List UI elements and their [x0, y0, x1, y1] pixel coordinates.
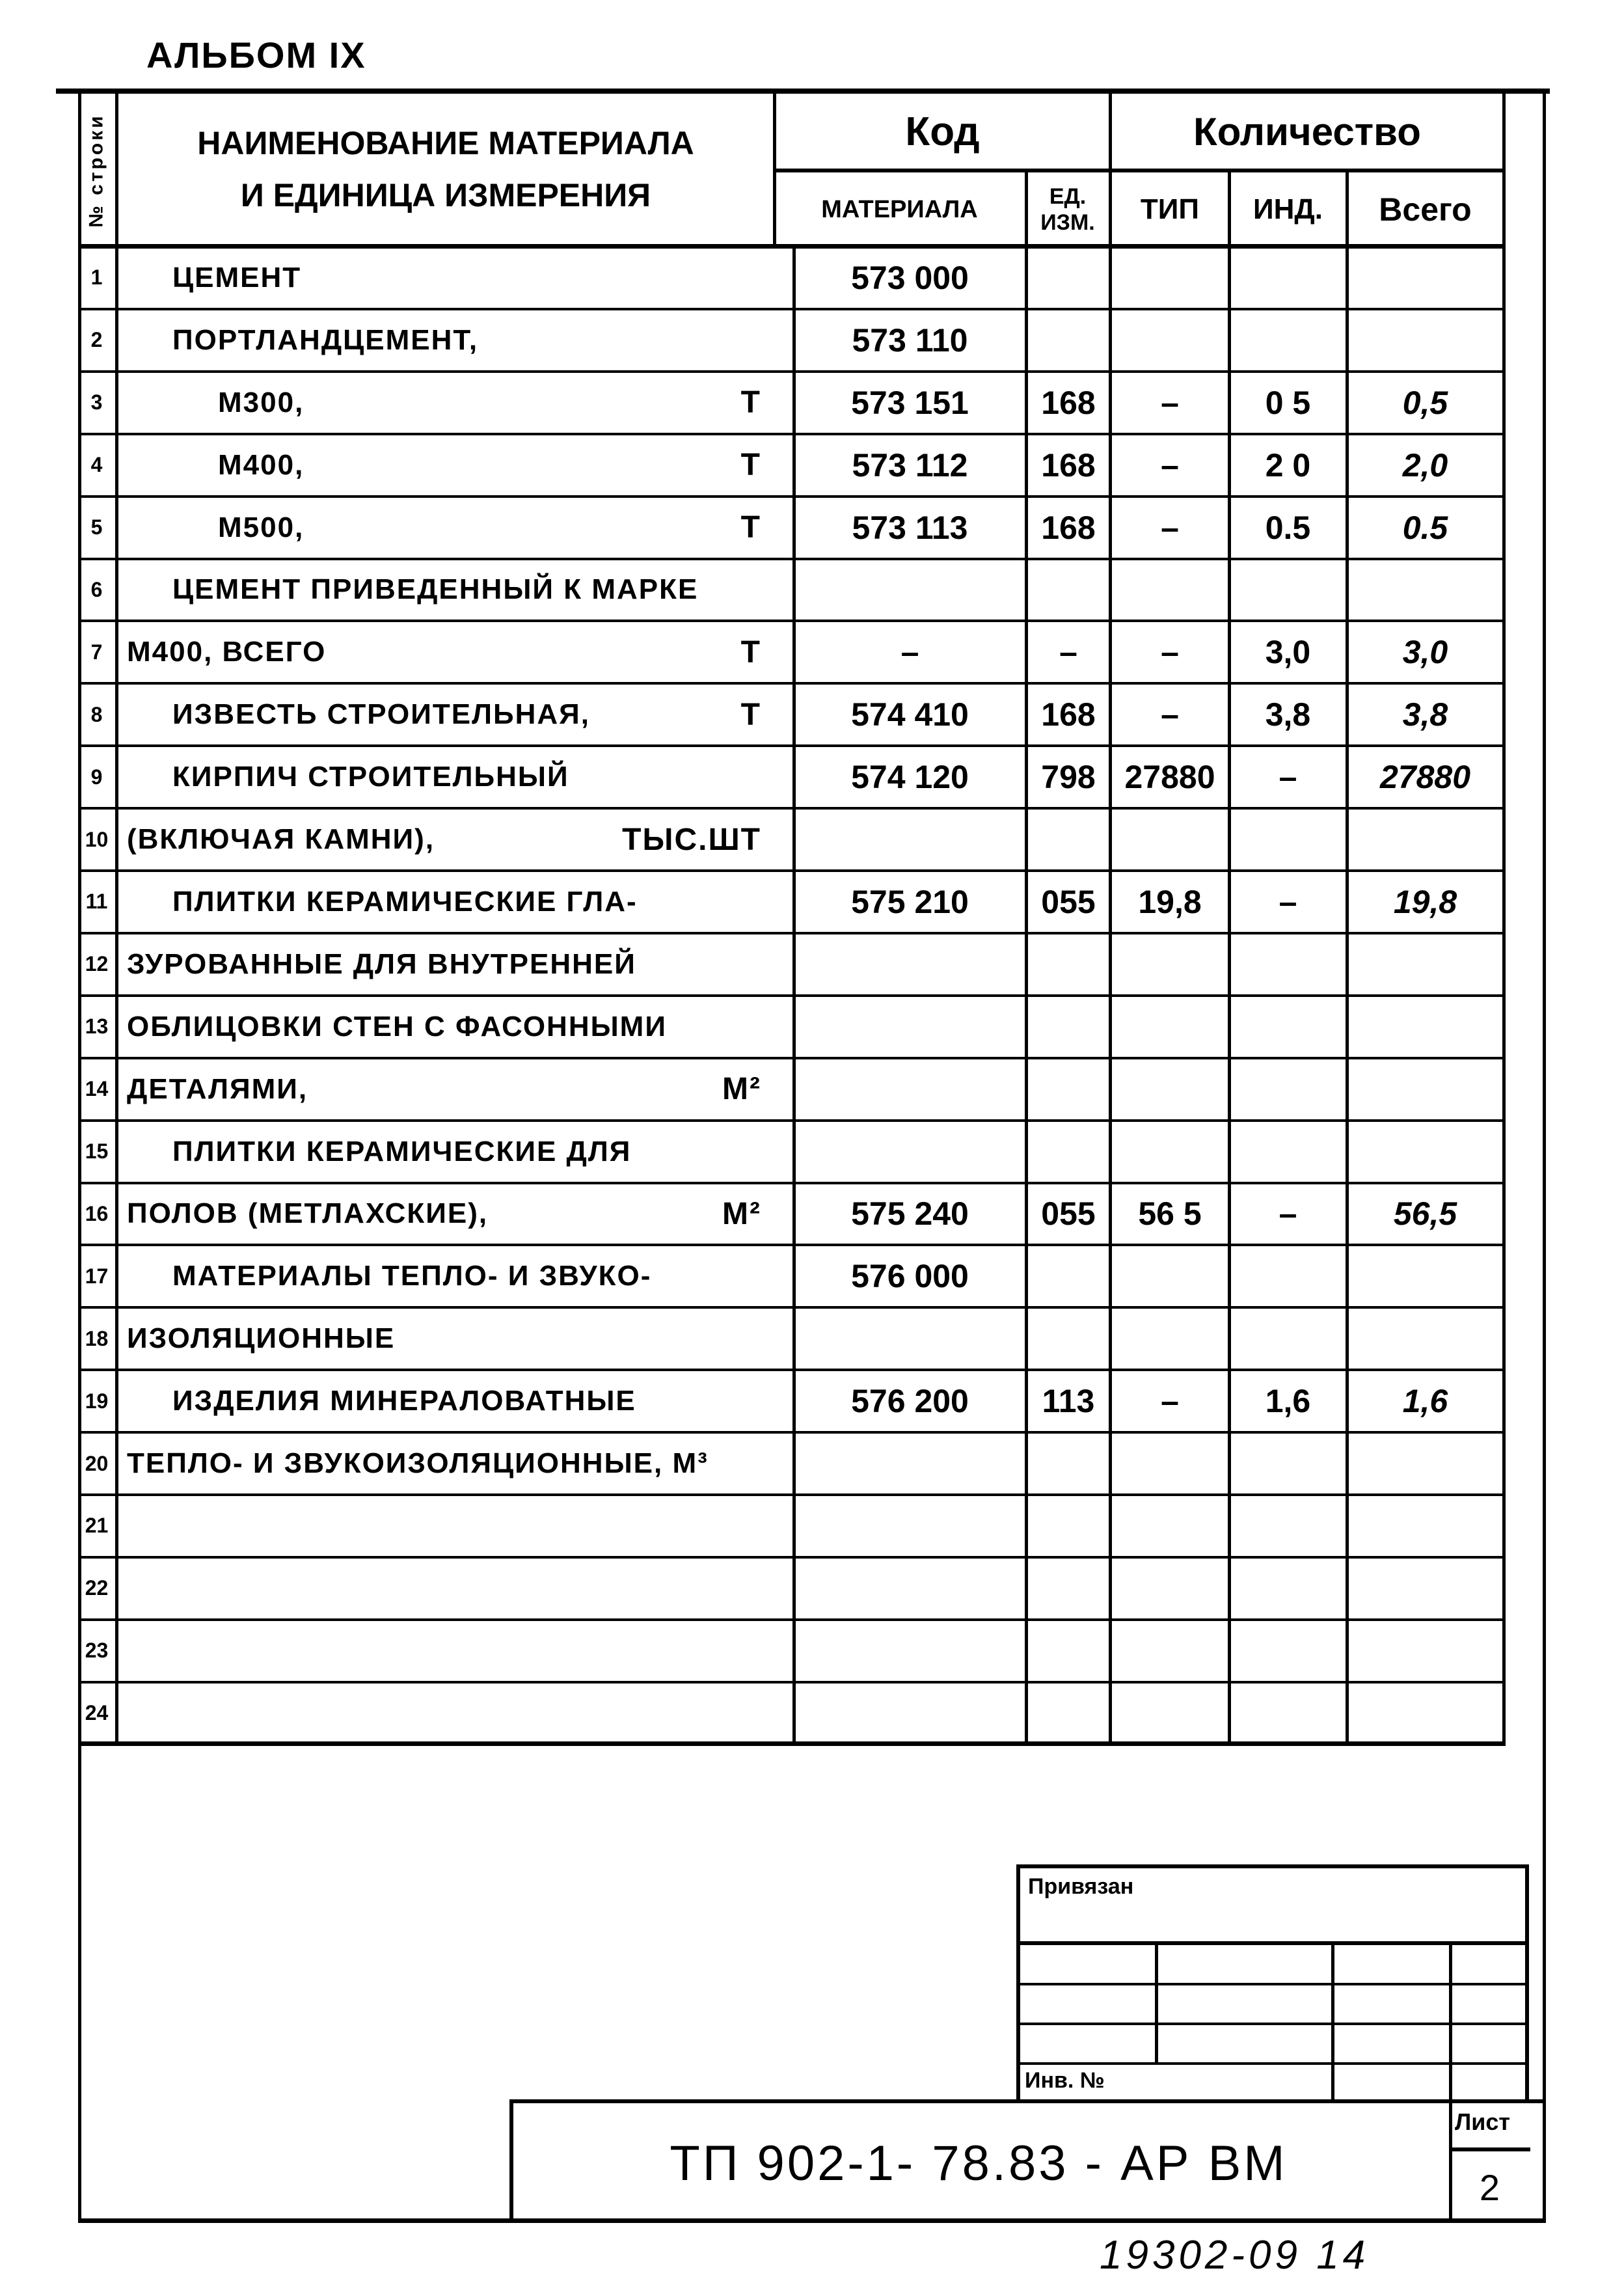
material-unit-label — [586, 933, 761, 996]
material-unit-label — [586, 1121, 761, 1183]
material-code — [795, 1620, 1025, 1682]
material-name: (ВКЛЮЧАЯ КАМНИ), — [127, 823, 435, 856]
header-name-line2: И ЕДИНИЦА ИЗМЕРЕНИЯ — [240, 177, 651, 213]
stamp-bound-label: Привязан — [1028, 1874, 1134, 1899]
quantity-total — [1348, 1245, 1502, 1307]
quantity-type — [1112, 1620, 1228, 1682]
row-number: 14 — [85, 1077, 109, 1101]
quantity-individual — [1230, 247, 1346, 309]
material-name: МАТЕРИАЛЫ ТЕПЛО- И ЗВУКО- — [172, 1260, 652, 1292]
material-code — [795, 1495, 1025, 1557]
quantity-type — [1112, 1557, 1228, 1620]
unit-code — [1028, 1495, 1109, 1557]
quantity-type: – — [1161, 634, 1179, 671]
unit-code — [1028, 1557, 1109, 1620]
row-number: 12 — [85, 952, 109, 976]
header-row-number — [78, 94, 115, 247]
quantity-total: 0,5 — [1402, 384, 1448, 421]
unit-code: 168 — [1041, 509, 1096, 546]
quantity-type — [1112, 808, 1228, 871]
material-name: ИЗОЛЯЦИОННЫЕ — [127, 1322, 396, 1355]
material-unit-label — [586, 1620, 761, 1682]
quantity-total — [1348, 1058, 1502, 1121]
material-name: М500, — [218, 511, 304, 543]
unit-code: 055 — [1041, 1195, 1096, 1233]
material-unit-label: Т — [740, 448, 761, 483]
material-code: 574 410 — [851, 696, 969, 733]
sheet-label: Лист — [1455, 2108, 1511, 2135]
material-name: ЦЕМЕНТ ПРИВЕДЕННЫЙ К МАРКЕ — [172, 573, 699, 606]
unit-code — [1028, 996, 1109, 1058]
material-name: М400, — [218, 448, 304, 481]
quantity-total — [1348, 1495, 1502, 1557]
column-line — [1502, 92, 1506, 1744]
unit-code — [1028, 1682, 1109, 1745]
row-number: 5 — [90, 515, 103, 539]
quantity-total: 3,0 — [1402, 634, 1448, 671]
stamp-line — [1155, 1942, 1158, 2064]
album-label: АЛЬБОМ IX — [146, 34, 366, 75]
material-code — [795, 808, 1025, 871]
stamp-inv-label: Инв. № — [1025, 2068, 1105, 2093]
material-code: – — [900, 634, 919, 671]
material-name: ИЗДЕЛИЯ МИНЕРАЛОВАТНЫЕ — [172, 1385, 636, 1417]
quantity-individual — [1230, 996, 1346, 1058]
material-code — [795, 933, 1025, 996]
unit-code: 168 — [1041, 446, 1096, 484]
unit-code — [1028, 1245, 1109, 1307]
material-name: ПЛИТКИ КЕРАМИЧЕСКИЕ ДЛЯ — [172, 1135, 632, 1167]
header-unit-line2: ИЗМ. — [1040, 210, 1095, 235]
material-code: 573 151 — [851, 384, 969, 421]
unit-code — [1028, 559, 1109, 621]
quantity-total — [1348, 1121, 1502, 1183]
quantity-type: – — [1161, 446, 1179, 484]
quantity-type — [1112, 1682, 1228, 1745]
material-name: ПОЛОВ (МЕТЛАХСКИЕ), — [127, 1197, 489, 1230]
material-unit-label — [586, 996, 761, 1058]
quantity-type — [1112, 559, 1228, 621]
quantity-total — [1348, 1682, 1502, 1745]
material-name: ЦЕМЕНТ — [172, 261, 302, 293]
header-code: Код — [905, 109, 980, 154]
quantity-individual — [1230, 309, 1346, 372]
quantity-individual — [1230, 1557, 1346, 1620]
material-unit-label — [586, 1495, 761, 1557]
material-code: 576 000 — [851, 1258, 969, 1295]
quantity-total — [1348, 1557, 1502, 1620]
unit-code — [1028, 1432, 1109, 1495]
material-unit-label: Т — [740, 385, 761, 420]
material-unit-label — [586, 247, 761, 309]
material-unit-label: М² — [722, 1072, 761, 1107]
material-unit-label — [586, 1682, 761, 1745]
quantity-type — [1112, 1245, 1228, 1307]
material-name: ПОРТЛАНДЦЕМЕНТ, — [172, 323, 479, 356]
row-number: 11 — [85, 890, 108, 914]
stamp-line — [1331, 1942, 1334, 2102]
header-unit — [1025, 172, 1111, 247]
material-code: 573 000 — [851, 259, 969, 296]
material-code — [795, 1121, 1025, 1183]
unit-code — [1028, 933, 1109, 996]
material-code: 574 120 — [851, 759, 969, 796]
material-unit-label — [586, 1307, 761, 1370]
quantity-individual: – — [1279, 759, 1297, 796]
material-unit-label — [586, 1370, 761, 1432]
quantity-type — [1112, 1495, 1228, 1557]
row-number: 18 — [85, 1326, 109, 1350]
material-code: 573 110 — [852, 321, 968, 359]
quantity-individual: 3,8 — [1265, 696, 1311, 733]
header-name — [117, 104, 774, 234]
row-number: 13 — [85, 1015, 109, 1039]
quantity-individual — [1230, 1307, 1346, 1370]
row-number: 20 — [85, 1451, 109, 1475]
row-number: 9 — [90, 765, 103, 789]
row-number: 16 — [85, 1201, 109, 1225]
material-unit-label — [586, 1245, 761, 1307]
row-number: 1 — [90, 266, 103, 290]
quantity-total: 27880 — [1379, 759, 1471, 796]
unit-code: – — [1059, 634, 1077, 671]
quantity-type: – — [1161, 1383, 1179, 1420]
unit-code: 055 — [1041, 883, 1096, 920]
quantity-type: 19,8 — [1138, 883, 1202, 920]
unit-code — [1028, 808, 1109, 871]
quantity-individual: 0.5 — [1265, 509, 1311, 546]
quantity-type — [1112, 996, 1228, 1058]
material-unit-label: Т — [740, 510, 761, 545]
material-name: ПЛИТКИ КЕРАМИЧЕСКИЕ ГЛА- — [172, 885, 638, 918]
quantity-individual — [1230, 1121, 1346, 1183]
quantity-individual — [1230, 559, 1346, 621]
quantity-individual: 3,0 — [1265, 634, 1311, 671]
quantity-individual: – — [1279, 883, 1297, 920]
quantity-total: 2,0 — [1402, 446, 1448, 484]
material-code — [795, 559, 1025, 621]
row-number: 4 — [90, 453, 103, 477]
quantity-individual — [1230, 1682, 1346, 1745]
quantity-type: 27880 — [1124, 759, 1215, 796]
quantity-individual — [1230, 1620, 1346, 1682]
material-unit-label: ТЫС.ШТ — [622, 822, 761, 857]
sheet-number: 2 — [1479, 2166, 1500, 2208]
unit-code: 113 — [1042, 1383, 1095, 1420]
material-name: М400, ВСЕГО — [127, 636, 327, 668]
quantity-total: 3,8 — [1402, 696, 1448, 733]
material-name: ТЕПЛО- И ЗВУКОИЗОЛЯЦИОННЫЕ, М³ — [127, 1447, 709, 1480]
header-total: Всего — [1379, 191, 1472, 228]
quantity-individual: 2 0 — [1265, 446, 1311, 484]
material-name: М300, — [218, 386, 304, 418]
unit-code — [1028, 1121, 1109, 1183]
material-code: 573 112 — [852, 446, 968, 484]
quantity-individual — [1230, 933, 1346, 996]
quantity-individual — [1230, 808, 1346, 871]
quantity-total — [1348, 933, 1502, 996]
quantity-individual — [1230, 1432, 1346, 1495]
quantity-total: 0.5 — [1402, 509, 1448, 546]
quantity-individual — [1230, 1058, 1346, 1121]
material-unit-label — [586, 1432, 761, 1495]
material-name: ИЗВЕСТЬ СТРОИТЕЛЬНАЯ, — [172, 698, 591, 731]
quantity-type: – — [1161, 696, 1179, 733]
material-unit-label: М² — [722, 1196, 761, 1231]
quantity-total: 56,5 — [1393, 1195, 1457, 1233]
header-name-line1: НАИМЕНОВАНИЕ МАТЕРИАЛА — [197, 125, 694, 161]
document-code: ТП 902-1- 78.83 - АР ВМ — [670, 2135, 1288, 2191]
row-number: 15 — [85, 1139, 109, 1164]
quantity-total — [1348, 309, 1502, 372]
row-number: 10 — [85, 827, 109, 851]
quantity-individual: 1,6 — [1265, 1383, 1311, 1420]
quantity-type: 56 5 — [1138, 1195, 1202, 1233]
row-number: 17 — [85, 1264, 109, 1288]
material-code — [795, 996, 1025, 1058]
quantity-type — [1112, 1121, 1228, 1183]
material-code — [795, 1557, 1025, 1620]
quantity-type: – — [1161, 509, 1179, 546]
quantity-type: – — [1161, 384, 1179, 421]
material-unit-label — [586, 309, 761, 372]
header-row-number-label: № строки — [85, 113, 107, 228]
material-code: 576 200 — [851, 1383, 969, 1420]
header-type: ТИП — [1140, 193, 1200, 225]
quantity-type — [1112, 1058, 1228, 1121]
row-number: 23 — [85, 1639, 109, 1663]
unit-code — [1028, 1058, 1109, 1121]
material-unit-label — [586, 871, 761, 933]
material-unit-label: Т — [740, 634, 761, 670]
quantity-total — [1348, 1620, 1502, 1682]
unit-code: 168 — [1041, 696, 1096, 733]
material-name: ЗУРОВАННЫЕ ДЛЯ ВНУТРЕННЕЙ — [127, 947, 636, 980]
quantity-total: 19,8 — [1393, 883, 1457, 920]
unit-code: 798 — [1041, 759, 1096, 796]
header-quantity: Количество — [1193, 110, 1421, 154]
material-code — [795, 1682, 1025, 1745]
unit-code — [1028, 1307, 1109, 1370]
quantity-total — [1348, 1432, 1502, 1495]
quantity-individual: 0 5 — [1265, 384, 1311, 421]
quantity-type — [1112, 309, 1228, 372]
unit-code — [1028, 247, 1109, 309]
unit-code: 168 — [1041, 384, 1096, 421]
unit-code — [1028, 1620, 1109, 1682]
row-number: 21 — [85, 1514, 109, 1538]
row-number: 19 — [85, 1389, 109, 1413]
material-unit-label — [586, 746, 761, 808]
quantity-total: 1,6 — [1402, 1383, 1448, 1420]
material-name: ОБЛИЦОВКИ СТЕН С ФАСОННЫМИ — [127, 1010, 667, 1043]
row-number: 24 — [85, 1701, 109, 1725]
quantity-total — [1348, 247, 1502, 309]
column-line — [115, 92, 118, 1744]
quantity-type — [1112, 247, 1228, 309]
unit-code — [1028, 309, 1109, 372]
header-divider — [773, 169, 1506, 172]
quantity-type — [1112, 1307, 1228, 1370]
material-unit-label — [586, 559, 761, 621]
material-code: 575 210 — [851, 883, 969, 920]
quantity-individual: – — [1279, 1195, 1297, 1233]
row-number: 8 — [90, 702, 103, 726]
table-top-border — [56, 89, 1550, 94]
header-individual: ИНД. — [1253, 193, 1323, 225]
row-number: 3 — [90, 390, 103, 415]
quantity-individual — [1230, 1495, 1346, 1557]
row-number: 7 — [90, 640, 103, 664]
material-code: 573 113 — [852, 509, 968, 546]
material-code: 575 240 — [851, 1195, 969, 1233]
quantity-total — [1348, 808, 1502, 871]
row-number: 22 — [85, 1576, 109, 1600]
material-code — [795, 1058, 1025, 1121]
row-number: 2 — [90, 328, 103, 352]
material-code — [795, 1307, 1025, 1370]
quantity-individual — [1230, 1245, 1346, 1307]
material-unit-label: Т — [740, 697, 761, 732]
header-material: МАТЕРИАЛА — [821, 195, 978, 223]
material-name: КИРПИЧ СТРОИТЕЛЬНЫЙ — [172, 761, 569, 793]
quantity-total — [1348, 559, 1502, 621]
header-unit-line1: ЕД. — [1049, 184, 1087, 209]
quantity-total — [1348, 996, 1502, 1058]
material-unit-label — [586, 1557, 761, 1620]
quantity-type — [1112, 1432, 1228, 1495]
quantity-type — [1112, 933, 1228, 996]
row-number: 6 — [90, 577, 103, 601]
archive-number: 19302-09 14 — [1100, 2233, 1370, 2278]
quantity-total — [1348, 1307, 1502, 1370]
material-name: ДЕТАЛЯМИ, — [127, 1072, 308, 1105]
material-code — [795, 1432, 1025, 1495]
